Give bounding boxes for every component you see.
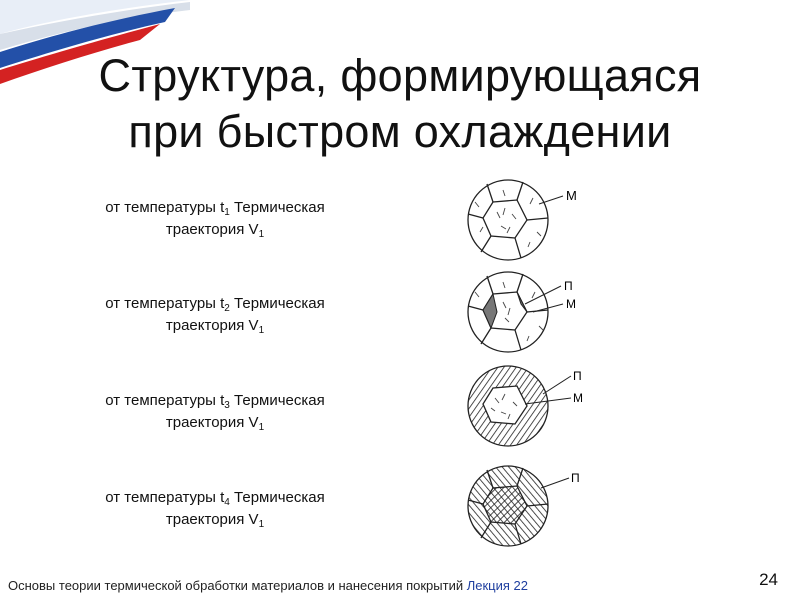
label-p: П — [573, 369, 582, 383]
microstructure-diagram-2 — [455, 264, 605, 360]
label-m: М — [573, 391, 583, 405]
label-p: П — [571, 471, 580, 485]
footer-lecture-label: Лекция 22 — [466, 578, 529, 593]
title-line-1: Структура, формирующаяся — [98, 50, 702, 102]
label-p: П — [564, 279, 573, 293]
row-3-caption: от температуры $t_3$ Термическая траектория $V_1$ — [105, 392, 325, 433]
footer-course-title: Основы теории термической обработки материалов и нанесения покрытий — [8, 578, 464, 593]
row-2-caption: от температуры $t_2$ Термическая траектория $V_1$ — [105, 295, 325, 336]
microstructure-diagram-1 — [455, 172, 605, 268]
page-number: 24 — [759, 570, 778, 589]
label-m: М — [566, 188, 577, 203]
title-line-2: при быстром охлаждении — [128, 106, 672, 158]
row-4-caption: от температуры $t_4$ Термическая траектория $V_1$ — [105, 489, 325, 530]
row-1-caption: от температуры $t_1$ Термическая траектория $V_1$ — [105, 199, 325, 240]
label-m: М — [566, 297, 576, 311]
footer-course — [8, 578, 528, 593]
slide-title — [40, 48, 760, 160]
microstructure-diagram-4 — [455, 458, 605, 554]
microstructure-diagram-3 — [455, 358, 605, 454]
